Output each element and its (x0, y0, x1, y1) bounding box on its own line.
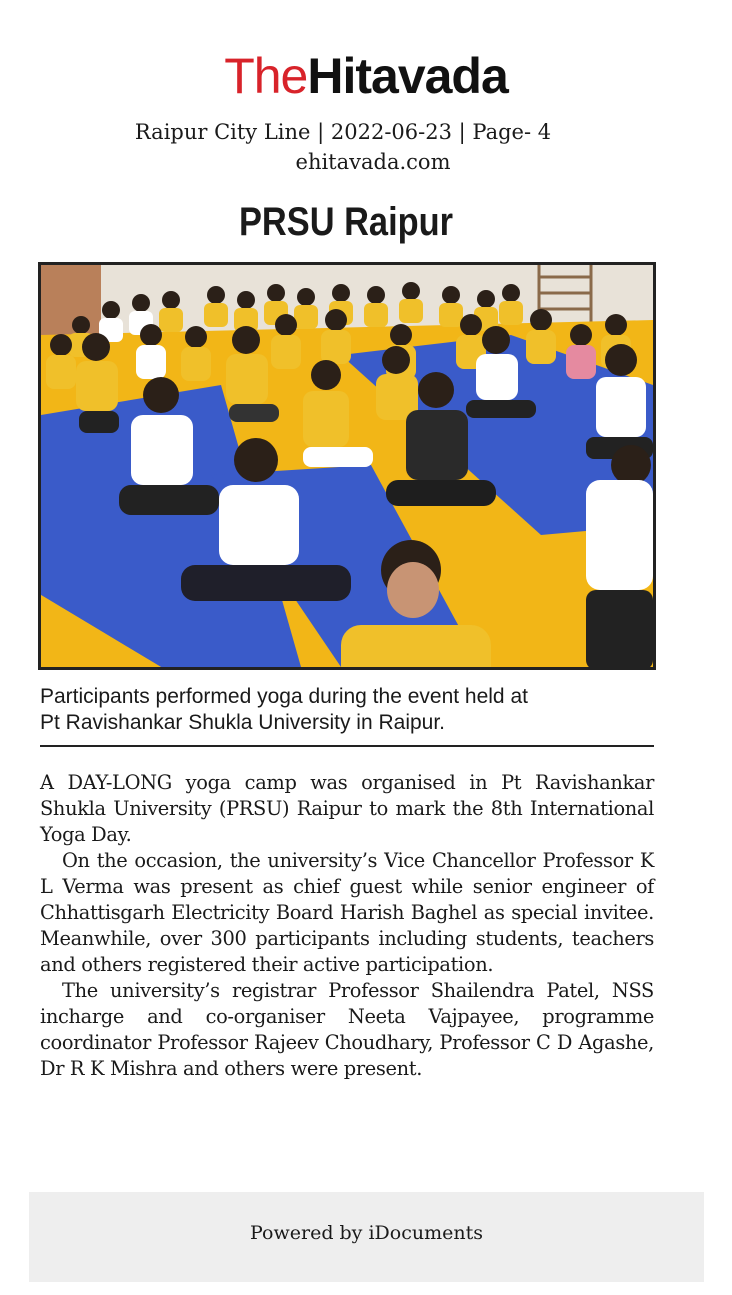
photo-caption (40, 684, 654, 736)
masthead-the: The (224, 48, 308, 104)
article-headline: PRSU Raipur (238, 200, 454, 244)
article-photo (38, 262, 656, 670)
website-link: ehitavada.com (295, 150, 451, 174)
newspaper-masthead (0, 48, 732, 104)
article-paragraph-1: A DAY-LONG yoga camp was organised in Pt Ravishankar Shukla University (PRSU) Raipur to mark the 8th International Yoga Day. (40, 771, 654, 846)
edition-info: Raipur City Line | 2022-06-23 | Page- 4 (134, 120, 552, 144)
article-body (40, 770, 654, 1082)
masthead-name: Hitavada (307, 48, 508, 104)
yoga-photo-illustration (41, 265, 653, 667)
article-paragraph-2: On the occasion, the university’s Vice Chancellor Professor K L Verma was present as chief guest while senior engineer of Chhattisgarh Electricity Board Harish Baghel as special invitee. Meanwhile, over 300 participants including students, teachers and others registered their active participation. (40, 849, 654, 976)
caption-line-1: Participants performed yoga during the event held at (40, 685, 528, 708)
caption-divider (40, 745, 654, 747)
powered-by-link[interactable]: Powered by iDocuments (250, 1222, 483, 1244)
caption-line-2: Pt Ravishankar Shukla University in Raipur. (40, 711, 446, 734)
article-paragraph-3: The university’s registrar Professor Shailendra Patel, NSS incharge and co-organiser Neeta Vajpayee, programme coordinator Professor Rajeev Choudhary, Professor C D Agashe, Dr R K Mishra and others were present. (40, 979, 654, 1080)
